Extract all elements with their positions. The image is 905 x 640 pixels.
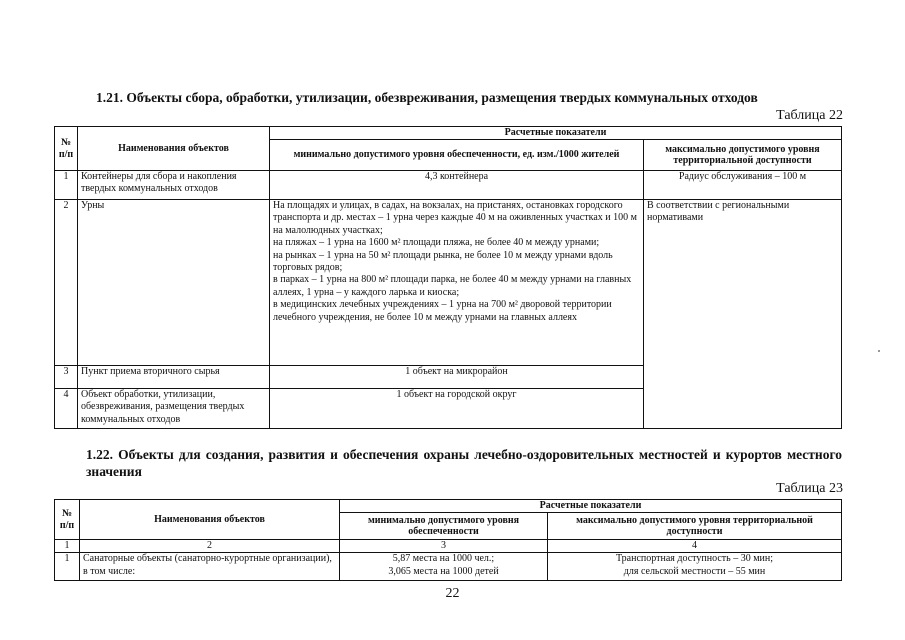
table-row	[55, 553, 842, 581]
row-4-num: 4	[55, 389, 78, 429]
row-2-min-line: в медицинских лечебных учреждениях – 1 урна на 700 м² дворовой территории лечебного учреждения, не более 10 м между урнами на главных аллеях	[273, 299, 612, 323]
row-2-min-line: в парках – 1 урна на 800 м² площади парка, не более 40 м между урнами на главных аллеях, 1 урна – у каждого ларька и киоска;	[273, 274, 632, 298]
t23-row-1-max-line: Транспортная доступность – 30 мин;	[615, 553, 774, 565]
scan-speck	[878, 350, 880, 352]
row-2-min-line: На площадях и улицах, в садах, на вокзалах, на пристанях, остановках городского транспорта и др. местах – 1 урна через каждые 40 м на оживленных участках и 100 м на малолюдных участках;	[273, 200, 637, 236]
col-number: 2	[80, 540, 340, 553]
section-21-title: 1.21. Объекты сбора, обработки, утилизации, обезвреживания, размещения твердых коммунальных отходов	[96, 90, 758, 105]
row-2-num: 2	[55, 200, 78, 366]
table-23	[54, 499, 842, 581]
table-23-header-num: № п/п	[55, 500, 80, 540]
row-2-min-line: на пляжах – 1 урна на 1600 м² площади пляжа, не более 40 м между урнами;	[273, 237, 600, 249]
row-2-min-line: на рынках – 1 урна на 50 м² площади рынка, не более 10 м между урнами вдоль торговых рядов;	[273, 249, 613, 274]
table-22-header-max: максимально допустимого уровня территориальной доступности	[644, 140, 842, 171]
table-row	[55, 171, 842, 200]
row-3-num: 3	[55, 366, 78, 389]
table-22-caption: Таблица 22	[776, 108, 843, 123]
col-number: 1	[55, 540, 80, 553]
row-3-min: 1 объект на микрорайон	[270, 366, 644, 389]
section-22-title: 1.22. Объекты для создания, развития и обеспечения охраны лечебно-оздоровительных местностей и курортов местного значения	[86, 447, 842, 479]
row-4-name: Объект обработки, утилизации, обезвреживания, размещения твердых коммунальных отходов	[78, 389, 270, 429]
t23-row-1-max	[548, 553, 842, 581]
table-23-header-min: минимально допустимого уровня обеспеченности	[340, 513, 548, 540]
row-1-name: Контейнеры для сбора и накопления твердых коммунальных отходов	[78, 171, 270, 200]
table-22-header-num: № п/п	[55, 127, 78, 171]
t23-row-1-name: Санаторные объекты (санаторно-курортные организации), в том числе:	[80, 553, 340, 581]
row-4-min: 1 объект на городской округ	[270, 389, 644, 429]
table-23-header-group: Расчетные показатели	[340, 500, 842, 513]
row-1-max: Радиус обслуживания – 100 м	[644, 171, 842, 200]
col-number: 3	[340, 540, 548, 553]
table-22-header-group: Расчетные показатели	[270, 127, 842, 140]
t23-row-1-max-line: для сельской местности – 55 мин	[623, 565, 766, 577]
table-22	[54, 126, 842, 429]
page-number: 22	[445, 586, 460, 601]
col-number: 4	[548, 540, 842, 553]
table-23-header-name: Наименования объектов	[80, 500, 340, 540]
table-row	[55, 200, 842, 366]
t23-row-1-min-line: 3,065 места на 1000 детей	[388, 565, 499, 577]
row-3-name: Пункт приема вторичного сырья	[78, 366, 270, 389]
t23-row-1-min	[340, 553, 548, 581]
table-23-caption: Таблица 23	[776, 481, 843, 496]
row-2-name: Урны	[78, 200, 270, 366]
row-1-min: 4,3 контейнера	[270, 171, 644, 200]
table-23-col-numbers	[55, 540, 842, 553]
t23-row-1-num: 1	[55, 553, 80, 581]
t23-row-1-min-line: 5,87 места на 1000 чел.;	[392, 553, 495, 565]
row-1-num: 1	[55, 171, 78, 200]
rows-2-4-max: В соответствии с региональными нормативами	[644, 200, 842, 429]
table-22-header-min: минимально допустимого уровня обеспеченности, ед. изм./1000 жителей	[270, 140, 644, 171]
table-23-header-max: максимально допустимого уровня территориальной доступности	[548, 513, 842, 540]
table-22-header-name: Наименования объектов	[78, 127, 270, 171]
row-2-min	[270, 200, 644, 366]
